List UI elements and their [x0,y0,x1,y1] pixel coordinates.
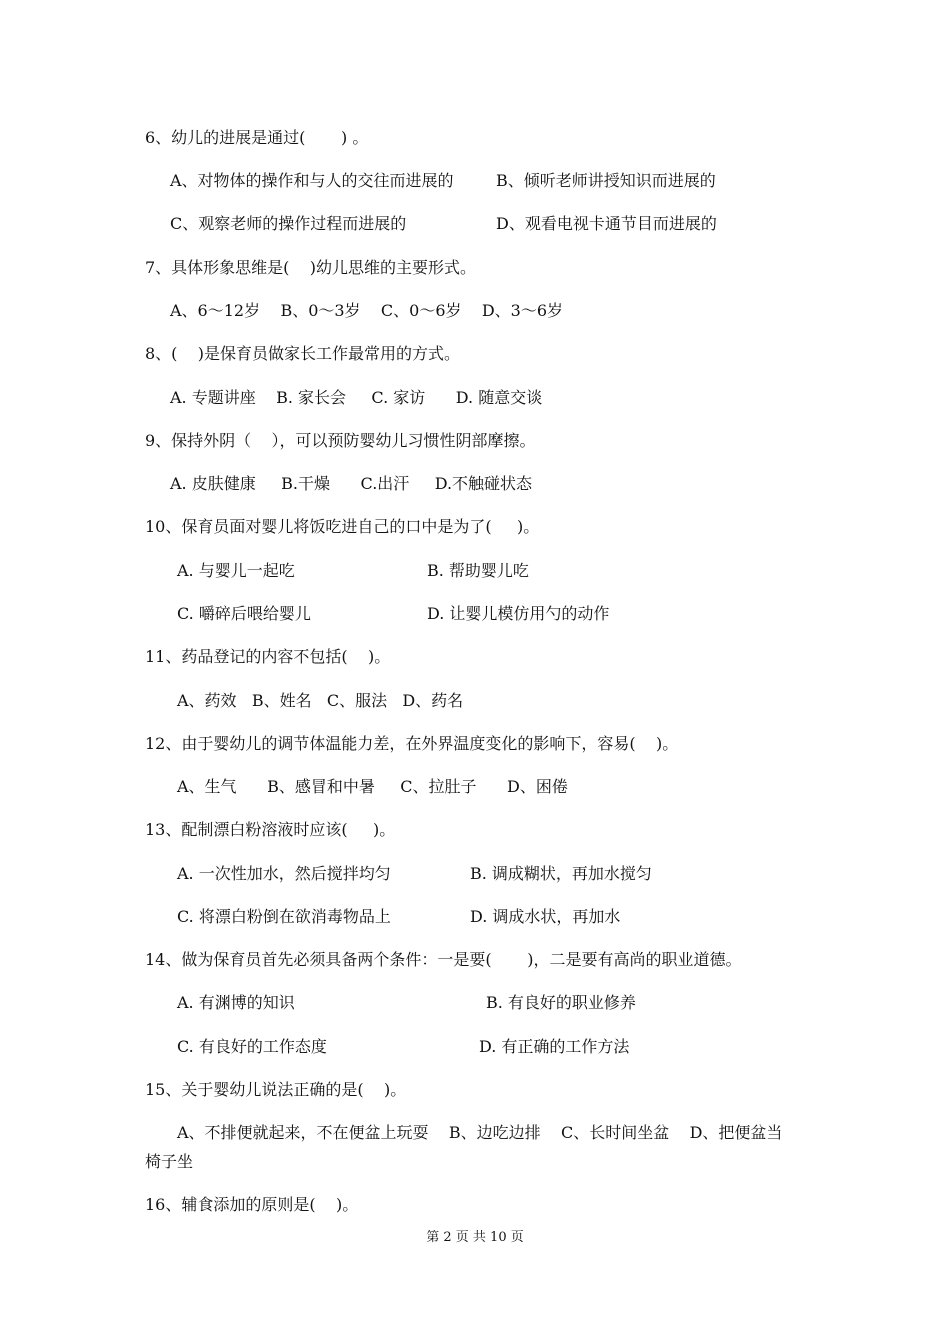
question-8-options: A. 专题讲座 B. 家长会 C. 家访 D. 随意交谈 [170,388,543,407]
question-15-stem: 15、关于婴幼儿说法正确的是( )。 [145,1080,407,1099]
question-13-option-d: D. 调成水状，再加水 [470,907,621,926]
question-15-options-line-1: A、不排便就起来，不在便盆上玩耍 B、边吃边排 C、长时间坐盆 D、把便盆当 [177,1123,783,1142]
question-13-option-b: B. 调成糊状，再加水搅匀 [470,864,652,883]
question-14-option-c: C. 有良好的工作态度 [177,1037,327,1056]
question-12-stem: 12、由于婴幼儿的调节体温能力差，在外界温度变化的影响下，容易( )。 [145,734,679,753]
question-10-option-d: D. 让婴儿模仿用勺的动作 [427,604,610,623]
question-6-option-c: C、观察老师的操作过程而进展的 [170,214,407,233]
question-14-option-b: B. 有良好的职业修养 [486,993,636,1012]
question-8-stem: 8、( )是保育员做家长工作最常用的方式。 [145,344,461,363]
question-13-option-a: A. 一次性加水，然后搅拌均匀 [177,864,391,883]
question-12-options: A、生气 B、感冒和中暑 C、拉肚子 D、困倦 [177,777,568,796]
question-11-stem: 11、药品登记的内容不包括( )。 [145,647,391,666]
question-14-option-d: D. 有正确的工作方法 [479,1037,630,1056]
question-13-stem: 13、配制漂白粉溶液时应该( )。 [145,820,396,839]
page-number-footer: 第 2 页 共 10 页 [426,1230,524,1245]
question-15-options-line-2: 椅子坐 [145,1152,194,1171]
question-6-option-d: D、观看电视卡通节目而进展的 [496,214,717,233]
question-10-option-a: A. 与婴儿一起吃 [177,561,295,580]
question-10-option-c: C. 嚼碎后喂给婴儿 [177,604,311,623]
question-16-stem: 16、辅食添加的原则是( )。 [145,1195,359,1214]
question-10-stem: 10、保育员面对婴儿将饭吃进自己的口中是为了( )。 [145,517,540,536]
question-9-stem: 9、保持外阴（ ），可以预防婴幼儿习惯性阴部摩擦。 [145,431,536,450]
question-13-option-c: C. 将漂白粉倒在欲消毒物品上 [177,907,391,926]
question-6-option-a: A、对物体的操作和与人的交往而进展的 [170,171,454,190]
question-14-stem: 14、做为保育员首先必须具备两个条件：一是要( )，二是要有高尚的职业道德。 [145,950,742,969]
question-14-option-a: A. 有渊博的知识 [177,993,295,1012]
question-9-options: A. 皮肤健康 B.干燥 C.出汗 D.不触碰状态 [170,474,533,493]
question-11-options: A、药效 B、姓名 C、服法 D、药名 [177,691,464,710]
question-7-stem: 7、具体形象思维是( )幼儿思维的主要形式。 [145,258,477,277]
question-10-option-b: B. 帮助婴儿吃 [427,561,529,580]
question-6-stem: 6、幼儿的进展是通过( ) 。 [145,128,369,147]
question-7-options: A、6～12岁 B、0～3岁 C、0～6岁 D、3～6岁 [170,301,564,320]
question-6-option-b: B、倾听老师讲授知识而进展的 [496,171,716,190]
